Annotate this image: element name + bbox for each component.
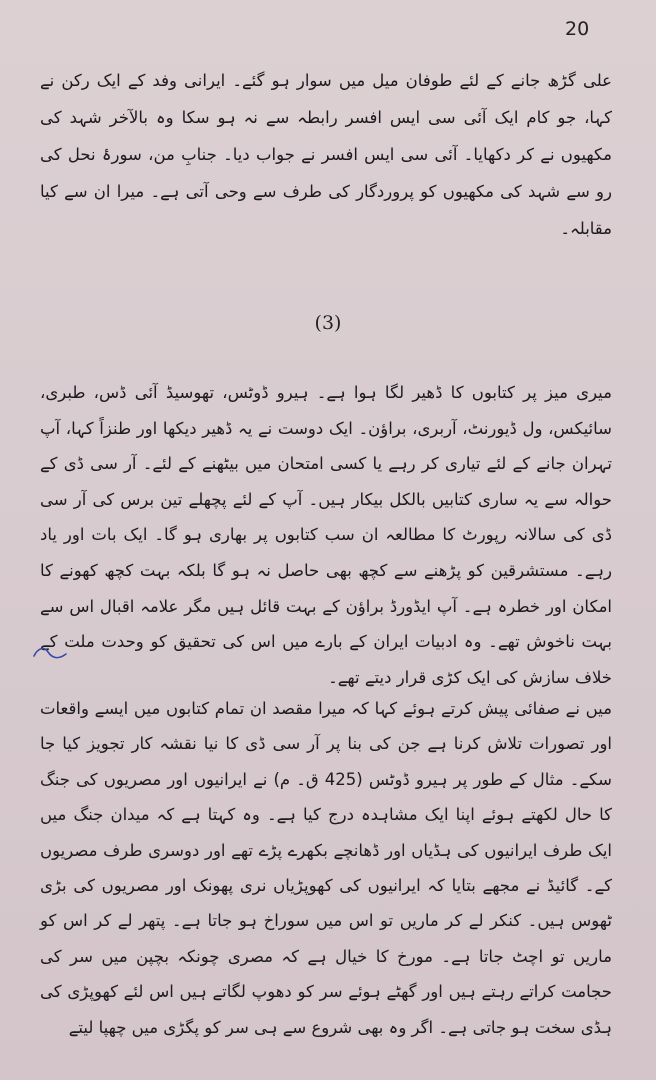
paragraph-1: علی گڑھ جانے کے لئے طوفان میل میں سوار ہو گئے۔ ایرانی وفد کے ایک رکن نے کہا، جو کام ایک آئی سی ایس افسر رابطہ سے نہ ہو سکا وہ بالآخر شہد کی مکھیوں نے کر دکھایا۔ آئی سی ایس افسر نے جواب دیا۔ جنابِ من، سورۂ نحل کی رو سے شہد کی مکھیوں کو پروردگار کی طرف سے وحی آتی ہے۔ میرا ان سے کیا مقابلہ۔ [40, 71, 612, 238]
page-number: 20 [565, 18, 590, 40]
pen-underline-mark [30, 642, 90, 664]
paragraph-2: میری میز پر کتابوں کا ڈھیر لگا ہوا ہے۔ ہیرو ڈوٹس، تھوسیڈ آئی ڈس، طبری، سائیکس، ول ڈیورنٹ، آربری، براؤن۔ ایک دوست نے یہ ڈھیر دیکھا اور طنزاً کہا، آپ تہران جانے کے لئے تیاری کر رہے یا کسی امتحان میں بیٹھنے کے لئے۔ آر سی ڈی کے حوالہ سے یہ ساری کتابیں بالکل بیکار ہیں۔ آپ کے لئے پچھلے تین برس کی آر سی ڈی کی سالانہ رپورٹ کا مطالعہ ان سب کتابوں پر بھاری ہو گا۔ ایک بات اور یاد رہے۔ مستشرقین کو پڑھنے سے کچھ بھی حاصل نہ ہو گا بلکہ بہت کچھ کھونے کا امکان اور خطرہ ہے۔ آپ ایڈورڈ براؤن کے بہت قائل ہیں مگر علامہ اقبال اس سے بہت ناخوش تھے۔ وہ ادبیات ایران کے بارے میں اس کی تحقیق کو وحدت ملت کے خلاف سازش کی ایک کڑی قرار دیتے تھے۔ [40, 383, 612, 687]
section-heading: (3) [314, 312, 342, 334]
paragraph-3: میں نے صفائی پیش کرتے ہوئے کہا کہ میرا مقصد ان تمام کتابوں میں ایسے واقعات اور تصورات تلاش کرنا ہے جن کی بنا پر آر سی ڈی کا نیا نقشہ کار تجویز کیا جا سکے۔ مثال کے طور پر ہیرو ڈوٹس (425 ق۔ م) نے ایرانیوں اور مصریوں کی جنگ کا حال لکھتے ہوئے اپنا ایک مشاہدہ درج کیا ہے۔ وہ کہتا ہے کہ میدان جنگ میں ایک طرف ایرانیوں کی ہڈیاں اور ڈھانچے بکھرے پڑے تھے اور دوسری طرف مصریوں کے۔ گائیڈ نے مجھے بتایا کہ ایرانیوں کی کھوپڑیاں نری پھونک اور مصریوں کی بڑی ٹھوس ہیں۔ کنکر لے کر ماریں تو اس میں سوراخ ہو جاتا ہے۔ پتھر لے کر اس کو ماریں تو اچٹ جاتا ہے۔ مورخ کا خیال ہے کہ مصری چونکہ بچپن میں سر کی حجامت کراتے رہتے ہیں اور گھٹے ہوئے سر کو دھوپ لگاتے ہیں اس لئے کھوپڑی کی ہڈی سخت ہو جاتی ہے۔ اگر وہ بھی شروع سے ہی سر کو پگڑی میں چھپا لیتے [40, 699, 612, 1037]
